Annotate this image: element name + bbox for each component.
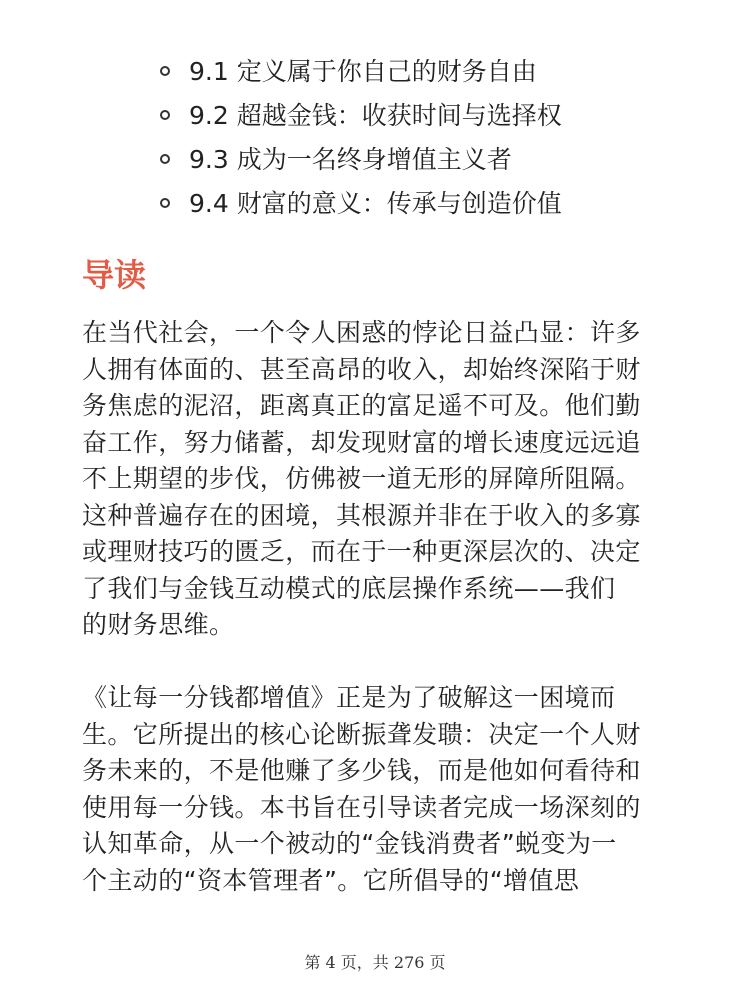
paragraph-line: 或理财技巧的匮乏，而在于一种更深层次的、决定	[82, 537, 641, 566]
table-of-contents	[160, 50, 720, 226]
toc-item-label: 9.4 财富的意义：传承与创造价值	[189, 189, 562, 218]
body-paragraph	[82, 680, 682, 899]
hollow-circle-bullet-icon	[160, 198, 170, 208]
hollow-circle-bullet-icon	[160, 110, 170, 120]
paragraph-line: 个主动的“资本管理者”。它所倡导的“增值思	[82, 865, 580, 895]
toc-item[interactable]	[160, 94, 720, 138]
paragraph-line: 务焦虑的泥沼，距离真正的富足遥不可及。他们勤	[82, 391, 641, 420]
page-number-footer: 第 4 页，共 276 页	[304, 953, 446, 972]
hollow-circle-bullet-icon	[160, 154, 170, 164]
toc-item-label: 9.3 成为一名终身增值主义者	[189, 145, 512, 174]
toc-item-label: 9.1 定义属于你自己的财务自由	[189, 57, 537, 86]
toc-item[interactable]	[160, 50, 720, 94]
paragraph-line: 的财务思维。	[82, 610, 235, 639]
paragraph-line: 人拥有体面的、甚至高昂的收入，却始终深陷于财	[82, 354, 641, 384]
paragraph-line: 这种普遍存在的困境，其根源并非在于收入的多寡	[82, 500, 641, 530]
section-heading: 导读	[82, 256, 147, 294]
paragraph-line: 在当代社会，一个令人困惑的悖论日益凸显：许多	[82, 318, 641, 347]
paragraph-line: 生。它所提出的核心论断振聋发聩：决定一个人财	[82, 719, 641, 749]
paragraph-line: 了我们与金钱互动模式的底层操作系统——我们	[82, 573, 616, 603]
toc-item[interactable]	[160, 182, 720, 226]
paragraph-line: 《让每一分钱都增值》正是为了破解这一困境而	[82, 683, 616, 712]
paragraph-line: 使用每一分钱。本书旨在引导读者完成一场深刻的	[82, 792, 641, 822]
paragraph-line: 奋工作，努力储蓄，却发现财富的增长速度远远追	[82, 427, 641, 457]
toc-item[interactable]	[160, 138, 720, 182]
paragraph-line: 不上期望的步伐，仿佛被一道无形的屏障所阻隔。	[82, 464, 641, 493]
paragraph-line: 务未来的，不是他赚了多少钱，而是他如何看待和	[82, 756, 641, 785]
hollow-circle-bullet-icon	[160, 66, 170, 76]
body-paragraph	[82, 315, 682, 644]
paragraph-line: 认知革命，从一个被动的“金钱消费者”蜕变为一	[82, 829, 617, 858]
toc-item-label: 9.2 超越金钱：收获时间与选择权	[189, 101, 562, 130]
